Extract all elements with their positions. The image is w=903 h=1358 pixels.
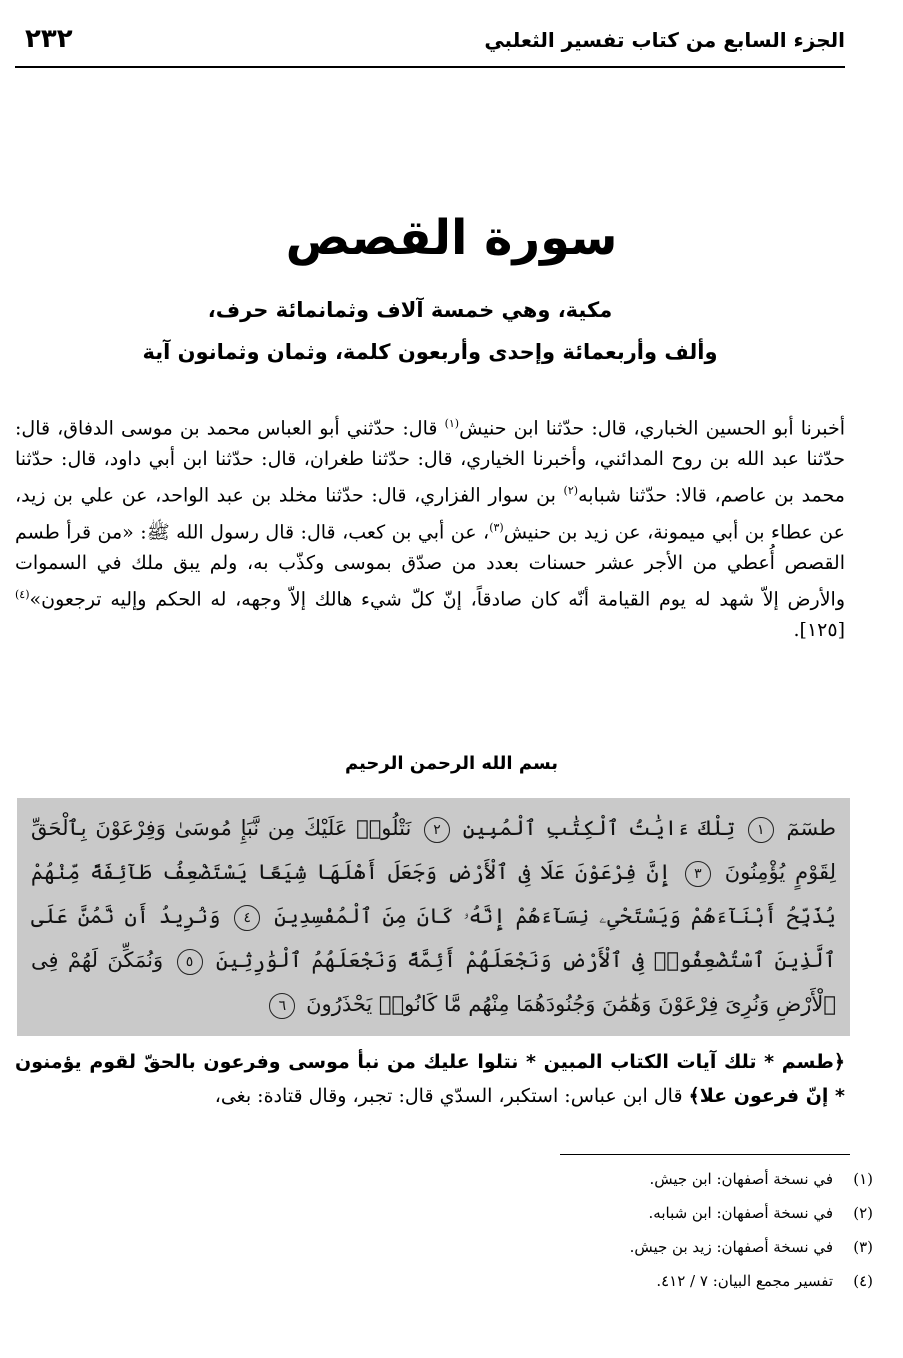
running-title: الجزء السابع من كتاب تفسير الثعلبي — [484, 28, 845, 52]
footnote-3 — [473, 1230, 873, 1264]
ayah-text-5: وَنُرِيدُ أَن نَّمُنَّ عَلَى ٱلَّذِينَ ٱسْتُضْعِفُوا۟ فِى ٱلْأَرْضِ وَنَجْعَلَهُمْ أَئِمَّةً وَنَجْعَلَهُمُ ٱلْوَٰرِثِينَ — [31, 904, 836, 972]
commentary-text: قال ابن عباس: استكبر، السدّي قال: تجبر، وقال قتادة: بغى، — [214, 1085, 689, 1107]
surah-meta-line-2: وألف وأربعمائة وإحدى وأربعون كلمة، وثمان وثمانون آية — [142, 340, 718, 364]
quran-verses-box — [17, 798, 850, 1036]
ayah-text-1: طسٓمٓ — [786, 816, 836, 840]
ayah-number-2: ٢ — [424, 817, 450, 843]
ayah-number-1: ١ — [748, 817, 774, 843]
footnote-ref-3: (٣) — [489, 520, 504, 534]
surah-title: سورة القصص — [285, 210, 618, 266]
ayah-text-6: وَنُمَكِّنَ لَهُمْ فِى ٱلْأَرْضِ وَنُرِىَ فِرْعَوْنَ وَهَٰمَٰنَ وَجُنُودَهُمَا مِنْهُم مَّا كَانُوا۟ يَحْذَرُونَ — [31, 948, 836, 1016]
footnote-text: في نسخة أصفهان: ابن شبابه. — [648, 1204, 833, 1222]
footnote-divider — [560, 1154, 850, 1155]
footnote-1 — [473, 1162, 873, 1196]
footnote-ref-2: (٢) — [563, 484, 579, 498]
footnote-ref-4: (٤) — [15, 587, 30, 601]
footnotes — [473, 1162, 873, 1298]
ayah-number-6: ٦ — [269, 993, 295, 1019]
surah-meta-line-1: مكية، وهي خمسة آلاف وثمانمائة حرف، — [207, 298, 613, 322]
footnote-2 — [473, 1196, 873, 1230]
ayah-number-3: ٣ — [685, 861, 711, 887]
footnote-number: (٣) — [853, 1238, 873, 1256]
ayah-number-4: ٤ — [234, 905, 260, 931]
intro-paragraph — [15, 408, 845, 646]
footnote-number: (١) — [853, 1170, 873, 1188]
footnote-text: في نسخة أصفهان: ابن جيش. — [649, 1170, 833, 1188]
intro-text-1: أخبرنا أبو الحسين الخباري، قال: حدّثنا ابن حنيش — [459, 417, 846, 440]
page-header — [15, 18, 845, 68]
ayah-number-5: ٥ — [177, 949, 203, 975]
page-number: ٢٣٢ — [25, 24, 73, 54]
basmala: بسم الله الرحمن الرحيم — [344, 753, 559, 774]
intro-text-4: ، عن أبي بن كعب، قال: قال رسول الله ﷺ: «من قرأ طسم القصص أُعطي من الأجر عشر حسنات بعدد من صدّق بموسى وكذّب به، ولم يبق ملك في السموات والأرض إلاّ شهد له يوم القيامة أنّه كان صادقاً، إنّ كلّ شيء هالك إلاّ وجهه، له الحكم وإليه ترجعون» — [15, 520, 845, 611]
intro-text-3: بن سوار الفزاري، قال: حدّثنا مخلد بن عبد الواحد، عن علي بن زيد، عن عطاء بن أبي ميمونة، عن زيد بن حنيش — [15, 484, 845, 543]
intro-text-5: [١٢٥]. — [793, 619, 845, 642]
intro-text-2: قال: حدّثني أبو العباس محمد بن موسى الدفاق، قال: حدّثنا عبد الله بن روح المدائني، وأخبرنا الخياري، قال: حدّثنا طغران، قال: حدّثنا ابن أبي داود، قال: حدّثنا محمد بن عاصم، قالا: حدّثنا شبابه — [15, 417, 845, 507]
ayah-text-2: تِلْكَ ءَايَٰتُ ٱلْكِتَٰبِ ٱلْمُبِينِ — [462, 816, 736, 840]
ayah-text-4: إِنَّ فِرْعَوْنَ عَلَا فِى ٱلْأَرْضِ وَجَعَلَ أَهْلَهَا شِيَعًا يَسْتَضْعِفُ طَآئِفَةً مِّنْهُمْ يُذَبِّحُ أَبْنَآءَهُمْ وَيَسْتَحْىِۦ نِسَآءَهُمْ إِنَّهُۥ كَانَ مِنَ ٱلْمُفْسِدِينَ — [31, 860, 836, 928]
footnote-4 — [473, 1264, 873, 1298]
footnote-ref-1: (١) — [444, 417, 460, 430]
footnote-text: تفسير مجمع البيان: ٧ / ٤١٢. — [656, 1272, 833, 1290]
quoted-verses: ﴿طسم * تلك آيات الكتاب المبين * نتلوا عليك من نبأ موسى وفرعون بالحقّ لقوم يؤمنون * إنّ فرعون علا﴾ — [15, 1051, 845, 1107]
ayah-text-3: نَتْلُوا۟ عَلَيْكَ مِن نَّبَإِ مُوسَىٰ وَفِرْعَوْنَ بِٱلْحَقِّ لِقَوْمٍ يُؤْمِنُونَ — [31, 816, 836, 884]
footnote-text: في نسخة أصفهان: زيد بن جيش. — [629, 1238, 833, 1256]
footnote-number: (٤) — [853, 1272, 873, 1290]
commentary-paragraph — [15, 1045, 845, 1113]
footnote-number: (٢) — [853, 1204, 873, 1222]
